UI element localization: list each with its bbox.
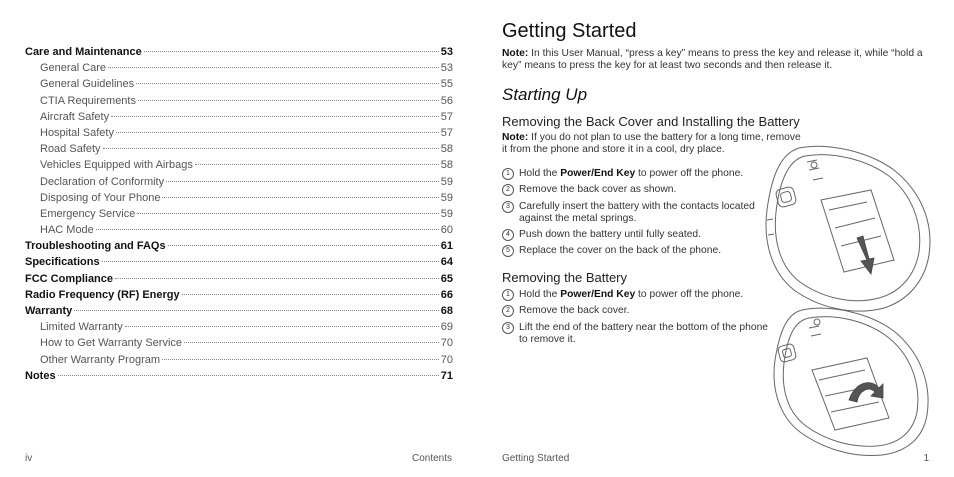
toc-entry-title: Aircraft Safety (40, 110, 110, 123)
step-item (502, 305, 772, 317)
toc-entry-page: 59 (440, 191, 453, 204)
toc-entry-page: 65 (440, 272, 453, 285)
toc-entry (25, 127, 453, 143)
toc-entry (25, 143, 453, 159)
toc-entry-title: Notes (25, 369, 56, 382)
step-item (502, 289, 772, 301)
step-text-pre: Replace the cover on the back of the phone. (519, 245, 722, 257)
toc-leader-dots (111, 116, 439, 117)
step-number: 3 (502, 322, 514, 334)
toc-entry (25, 289, 453, 305)
phone-back-cover-illustration (759, 140, 939, 315)
toc-entry-page: 59 (440, 175, 453, 188)
toc-leader-dots (74, 310, 438, 311)
toc-leader-dots (116, 132, 439, 133)
toc-entry-title: Emergency Service (40, 207, 136, 220)
toc-entry-page: 70 (440, 337, 453, 350)
toc-entry-title: HAC Mode (40, 224, 94, 237)
toc-entry (25, 273, 453, 289)
toc-entry-page: 56 (440, 94, 453, 107)
toc-entry (25, 370, 453, 386)
toc-entry-page: 71 (440, 369, 453, 382)
curved-arrow-icon (849, 383, 883, 402)
toc-leader-dots (102, 261, 439, 262)
toc-entry (25, 208, 453, 224)
step-text-post: to power off the phone. (635, 289, 744, 300)
note-text: In this User Manual, “press a key” means to press the key and release it, while “hold a key” means to press the key for at least two seconds and then release it. (502, 48, 923, 71)
toc-leader-dots (162, 197, 438, 198)
toc-entry-page: 59 (440, 207, 453, 220)
step-text (519, 229, 701, 241)
step-text (519, 305, 629, 317)
toc-entry-title: General Guidelines (40, 78, 135, 91)
step-number: 2 (502, 305, 514, 317)
toc-entry-page: 69 (440, 321, 453, 334)
key-name: Power/End Key (560, 289, 636, 300)
toc-entry (25, 46, 453, 62)
toc-entry-title: FCC Compliance (25, 272, 114, 285)
toc-entry-title: Vehicles Equipped with Airbags (40, 159, 193, 172)
toc-entry-page: 66 (440, 288, 453, 301)
toc-entry-title: Specifications (25, 256, 100, 269)
toc-entry-title: Road Safety (40, 143, 101, 156)
toc-entry (25, 62, 453, 78)
toc-entry-title: Limited Warranty (40, 321, 123, 334)
toc-leader-dots (108, 67, 439, 68)
step-item (502, 229, 772, 241)
toc-entry (25, 159, 453, 175)
step-text (519, 201, 772, 225)
step-text-pre: Hold the (519, 168, 561, 179)
toc-entry-page: 60 (440, 224, 453, 237)
toc-entry-page: 68 (440, 305, 453, 317)
toc-leader-dots (58, 375, 439, 376)
step-text (519, 184, 676, 196)
left-footer-page-number: iv (25, 453, 33, 464)
phone-remove-battery-illustration (767, 300, 937, 458)
toc-entry-page: 53 (440, 46, 453, 58)
right-footer-page-number: 1 (923, 453, 929, 464)
toc-leader-dots (168, 245, 439, 246)
toc-leader-dots (195, 164, 439, 165)
toc-entry-title: Other Warranty Program (40, 353, 161, 366)
toc-entry-title: Care and Maintenance (25, 46, 142, 58)
toc-leader-dots (136, 83, 439, 84)
step-text-pre: Lift the end of the battery near the bottom of the phone to remove it. (519, 321, 769, 345)
toc-entry-page: 70 (440, 353, 453, 366)
step-text-pre: Remove the back cover as shown. (519, 184, 677, 196)
toc-entry (25, 95, 453, 111)
toc-entry (25, 192, 453, 208)
toc-leader-dots (96, 229, 439, 230)
step-item (502, 184, 772, 196)
note-label: Note: (502, 48, 529, 59)
step-item (502, 245, 772, 257)
toc-entry (25, 240, 453, 256)
toc-leader-dots (125, 326, 439, 327)
step-number: 5 (502, 245, 514, 257)
right-page (477, 0, 954, 477)
toc-leader-dots (162, 359, 439, 360)
toc-entry-page: 57 (440, 110, 453, 123)
toc-entry-title: Warranty (25, 305, 73, 317)
toc-entry (25, 305, 453, 321)
step-text-post: to power off the phone. (635, 168, 744, 179)
toc-leader-dots (103, 148, 439, 149)
page-title: Getting Started (502, 20, 637, 42)
toc-entry-page: 61 (440, 240, 453, 253)
install-note-label: Note: (502, 132, 529, 143)
toc-entry-page: 58 (440, 159, 453, 172)
step-text-pre: Push down the battery until fully seated. (519, 228, 702, 240)
step-text-pre: Carefully insert the battery with the contacts located against the metal springs. (519, 200, 755, 224)
toc-entry-title: Hospital Safety (40, 126, 114, 139)
toc-entry (25, 321, 453, 337)
subsection-title-install: Removing the Back Cover and Installing the Battery (502, 114, 800, 129)
step-item (502, 322, 772, 346)
step-item (502, 201, 772, 225)
step-text-pre: Remove the back cover. (519, 305, 630, 317)
step-text (519, 322, 772, 346)
step-number: 1 (502, 289, 514, 301)
install-note (502, 132, 802, 156)
toc-entry (25, 224, 453, 240)
toc-entry (25, 337, 453, 353)
toc-entry-title: Disposing of Your Phone (40, 191, 161, 204)
step-number: 3 (502, 201, 514, 213)
toc-entry-page: 53 (440, 62, 453, 75)
step-text-pre: Hold the (519, 289, 561, 300)
toc-entry (25, 176, 453, 192)
toc-entry-page: 58 (440, 143, 453, 156)
step-text (519, 168, 743, 180)
toc-leader-dots (138, 100, 439, 101)
step-text (519, 289, 743, 301)
toc-entry-page: 55 (440, 78, 453, 91)
toc-entry (25, 111, 453, 127)
right-footer-label: Getting Started (502, 453, 570, 464)
section-title: Starting Up (502, 85, 588, 104)
toc-leader-dots (166, 181, 439, 182)
remove-steps (502, 289, 772, 350)
toc-leader-dots (137, 213, 438, 214)
step-number: 1 (502, 168, 514, 180)
toc-entry-title: How to Get Warranty Service (40, 337, 183, 350)
toc-leader-dots (144, 51, 439, 52)
toc-entry-title: Declaration of Conformity (40, 175, 165, 188)
install-steps (502, 168, 772, 261)
toc-entry-page: 64 (440, 256, 453, 269)
step-item (502, 168, 772, 180)
toc-leader-dots (182, 294, 439, 295)
table-of-contents (25, 46, 453, 386)
install-note-text: If you do not plan to use the battery for a long time, remove it from the phone and store it in a cool, dry place. (502, 132, 801, 155)
subsection-title-remove: Removing the Battery (502, 270, 628, 285)
toc-entry-title: Troubleshooting and FAQs (25, 240, 166, 253)
toc-entry (25, 256, 453, 272)
toc-entry-title: General Care (40, 62, 107, 75)
toc-leader-dots (115, 278, 439, 279)
step-text (519, 245, 721, 257)
toc-entry-title: Radio Frequency (RF) Energy (25, 288, 180, 301)
toc-leader-dots (184, 342, 439, 343)
toc-entry-page: 57 (440, 126, 453, 139)
key-name: Power/End Key (560, 168, 636, 179)
left-footer-label: Contents (411, 453, 452, 464)
step-number: 2 (502, 184, 514, 196)
toc-entry (25, 78, 453, 94)
toc-entry-title: CTIA Requirements (40, 94, 136, 107)
intro-note (502, 48, 932, 72)
step-number: 4 (502, 229, 514, 241)
toc-entry (25, 354, 453, 370)
